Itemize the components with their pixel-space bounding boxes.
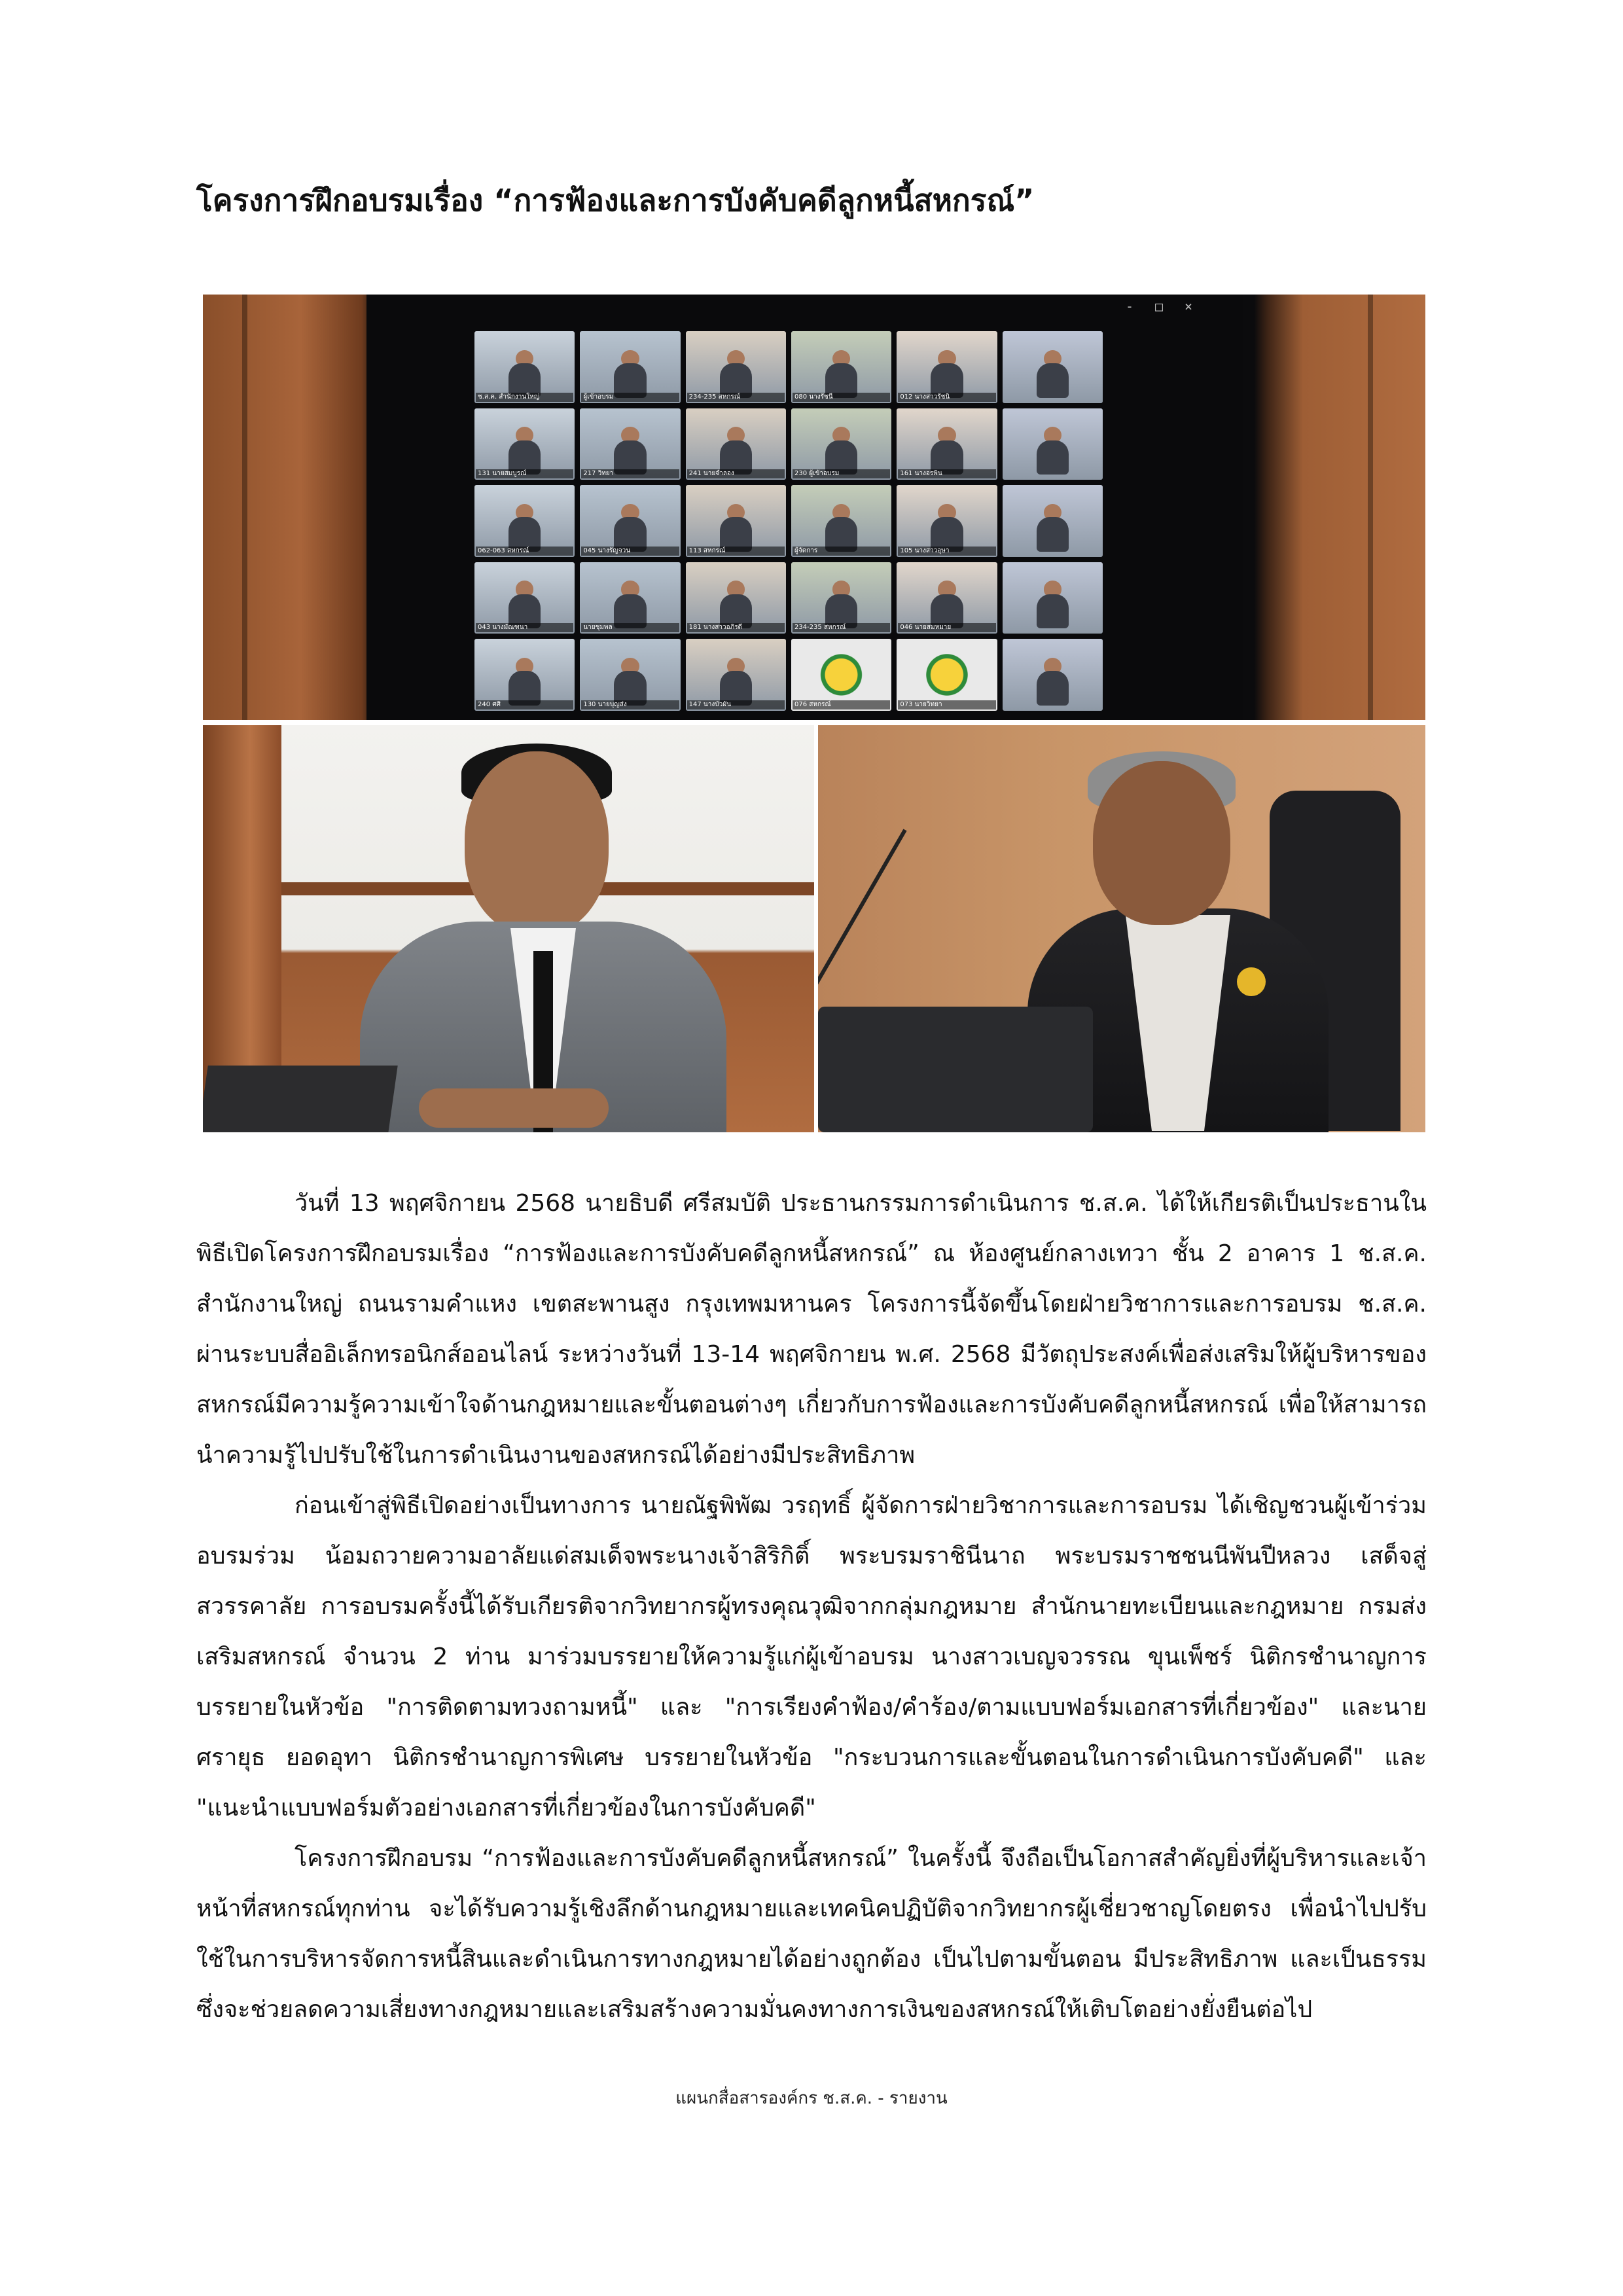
paragraph-2: ก่อนเข้าสู่พิธีเปิดอย่างเป็นทางการ นายณัฐพิพัฒ วรฤทธิ์ ผู้จัดการฝ่ายวิชาการและการอบรม ได้เชิญชวนผู้เข้าร่วมอบรมร่วม น้อมถวายความอาลัยแด่สมเด็จพระนางเจ้าสิริกิติ์ พระบรมราชินีนาถ พระบรมราชชนนีพันปีหลวง เสด็จสู่สวรรคาลัย การอบรมครั้งนี้ได้รับเกียรติจากวิทยากรผู้ทรงคุณวุฒิจากกลุ่มกฎหมาย สำนักนายทะเบียนและกฎหมาย กรมส่งเสริมสหกรณ์ จำนวน 2 ท่าน มาร่วมบรรยายให้ความรู้แก่ผู้เข้าอบรม นางสาวเบญจวรรณ ขุนเพ็ชร์ นิติกรชำนาญการ บรรยายในหัวข้อ "การติดตามทวงถามหนี้" และ "การเรียงคำฟ้อง/คำร้อง/ตามแบบฟอร์มเอกสารที่เกี่ยวข้อง" และนายศรายุธ ยอดอุทา นิติกรชำนาญการพิเศษ บรรยายในหัวข้อ "กระบวนการและขั้นตอนในการดำเนินการบังคับคดี" และ "แนะนำแบบฟอร์มตัวอย่างเอกสารที่เกี่ยวข้องในการบังคับคดี" <box>196 1492 1427 1821</box>
participant-caption: 012 นางสาวรัชนิ <box>898 393 995 402</box>
participant-tile <box>686 485 786 557</box>
participant-caption: 241 นายจำลอง <box>687 469 785 478</box>
participant-tile <box>580 331 680 403</box>
participant-tile <box>474 331 575 403</box>
participant-tile <box>1003 485 1103 557</box>
participant-caption: ช.ส.ค. สำนักงานใหญ่ <box>476 393 573 402</box>
participant-tile <box>897 562 997 634</box>
participant-caption: 080 นางรัชนี <box>793 393 890 402</box>
paragraph-1: วันที่ 13 พฤศจิกายน 2568 นายธิบดี ศรีสมบัติ ประธานกรรมการดำเนินการ ช.ส.ค. ได้ให้เกียรติเป็นประธานในพิธีเปิดโครงการฝึกอบรมเรื่อง “การฟ้องและการบังคับคดีลูกหนี้สหกรณ์” ณ ห้องศูนย์กลางเทวา ชั้น 2 อาคาร 1 ช.ส.ค. สำนักงานใหญ่ ถนนรามคำแหง เขตสะพานสูง กรุงเทพมหานคร โครงการนี้จัดขึ้นโดยฝ่ายวิชาการและการอบรม ช.ส.ค. ผ่านระบบสื่ออิเล็กทรอนิกส์ออนไลน์ ระหว่างวันที่ 13-14 พฤศจิกายน พ.ศ. 2568 มีวัตถุประสงค์เพื่อส่งเสริมให้ผู้บริหารของสหกรณ์มีความรู้ความเข้าใจด้านกฎหมายและขั้นตอนต่างๆ เกี่ยวกับการฟ้องและการบังคับคดีลูกหนี้สหกรณ์ เพื่อให้สามารถนำความรู้ไปปรับใช้ในการดำเนินงานของสหกรณ์ได้อย่างมีประสิทธิภาพ <box>196 1190 1427 1469</box>
participant-tile <box>474 639 575 711</box>
participant-tile <box>580 485 680 557</box>
participant-tile <box>1003 562 1103 634</box>
face <box>465 751 609 935</box>
participant-tile <box>791 562 891 634</box>
participant-caption: 147 นางบัวผัน <box>687 700 785 709</box>
participant-caption: 161 นางอรพิน <box>898 469 995 478</box>
minimize-icon: - <box>1126 298 1134 314</box>
participant-caption: 130 นายบุญส่ง <box>581 700 679 709</box>
photo-speaker-left <box>203 725 814 1132</box>
participant-tile <box>791 408 891 480</box>
wall-panel-line <box>1368 295 1373 720</box>
participant-tile <box>580 408 680 480</box>
participant-caption: 181 นางสาวอภิรดี <box>687 623 785 632</box>
tv-screen <box>366 295 1243 720</box>
participant-caption: นายชุมพล <box>581 623 679 632</box>
participant-tile <box>1003 639 1103 711</box>
participant-body <box>1037 517 1069 552</box>
document-title: โครงการฝึกอบรมเรื่อง “การฟ้องและการบังคับคดีลูกหนี้สหกรณ์” <box>196 183 1035 218</box>
participant-tile <box>474 562 575 634</box>
participant-caption: 043 นางมัณฑนา <box>476 623 573 632</box>
participant-grid <box>474 331 1103 711</box>
participant-caption: 230 ผู้เข้าอบรม <box>793 469 890 478</box>
article-body <box>196 1178 1427 2035</box>
participant-tile <box>686 639 786 711</box>
participant-caption: 062-063 สหกรณ์ <box>476 547 573 556</box>
hands <box>419 1088 609 1128</box>
footer-credit: แผนกสื่อสารองค์กร ช.ส.ค. - รายงาน <box>675 2089 948 2108</box>
maximize-icon: □ <box>1155 298 1164 314</box>
participant-tile <box>686 331 786 403</box>
participant-caption: 105 นางสาวอุษา <box>898 547 995 556</box>
participant-body <box>1037 594 1069 629</box>
participant-tile <box>791 639 891 711</box>
participant-body <box>1037 671 1069 706</box>
participant-caption: 046 นายสมหมาย <box>898 623 995 632</box>
participant-body <box>1037 440 1069 475</box>
participant-caption: 113 สหกรณ์ <box>687 547 785 556</box>
microphone <box>818 829 907 1001</box>
participant-tile <box>686 562 786 634</box>
participant-caption: ผู้เข้าอบรม <box>581 393 679 402</box>
participant-caption: 240 ศศิ <box>476 700 573 709</box>
participant-body <box>1037 363 1069 398</box>
participant-tile <box>474 485 575 557</box>
participant-tile <box>580 639 680 711</box>
participant-tile <box>1003 331 1103 403</box>
face <box>1093 761 1230 925</box>
participant-tile <box>686 408 786 480</box>
participant-caption: 045 นางรัญจวน <box>581 547 679 556</box>
participant-tile <box>897 485 997 557</box>
participant-caption: 234-235 สหกรณ์ <box>793 623 890 632</box>
participant-tile <box>474 408 575 480</box>
laptop <box>203 1066 398 1132</box>
monitor <box>818 1007 1093 1132</box>
participant-caption: ผู้จัดการ <box>793 547 890 556</box>
participant-caption: 217 วิทยา <box>581 469 679 478</box>
paragraph-3: โครงการฝึกอบรม “การฟ้องและการบังคับคดีลูกหนี้สหกรณ์” ในครั้งนี้ จึงถือเป็นโอกาสสำคัญยิ่งที่ผู้บริหารและเจ้าหน้าที่สหกรณ์ทุกท่าน จะได้รับความรู้เชิงลึกด้านกฎหมายและเทคนิคปฏิบัติจากวิทยากรผู้เชี่ยวชาญโดยตรง เพื่อนำไปปรับใช้ในการบริหารจัดการหนี้สินและดำเนินการทางกฎหมายได้อย่างถูกต้อง เป็นไปตามขั้นตอน มีประสิทธิภาพ และเป็นธรรม ซึ่งจะช่วยลดความเสี่ยงทางกฎหมายและเสริมสร้างความมั่นคงทางการเงินของสหกรณ์ให้เติบโตอย่างยั่งยืนต่อไป <box>196 1845 1427 2023</box>
wall-panel-line <box>242 295 247 720</box>
participant-caption: 073 นายวิทยา <box>898 700 995 709</box>
participant-caption: 076 สหกรณ์ <box>793 700 890 709</box>
participant-tile <box>897 408 997 480</box>
participant-tile <box>897 639 997 711</box>
photo-online-meeting <box>203 295 1425 720</box>
participant-tile <box>580 562 680 634</box>
participant-tile <box>791 485 891 557</box>
participant-caption: 131 นายสมบูรณ์ <box>476 469 573 478</box>
participant-tile <box>1003 408 1103 480</box>
close-icon: × <box>1185 298 1193 314</box>
photo-chairman-right <box>818 725 1425 1132</box>
participant-caption: 234-235 สหกรณ์ <box>687 393 785 402</box>
participant-tile <box>791 331 891 403</box>
emblem-logo-icon <box>1237 967 1266 996</box>
participant-tile <box>897 331 997 403</box>
